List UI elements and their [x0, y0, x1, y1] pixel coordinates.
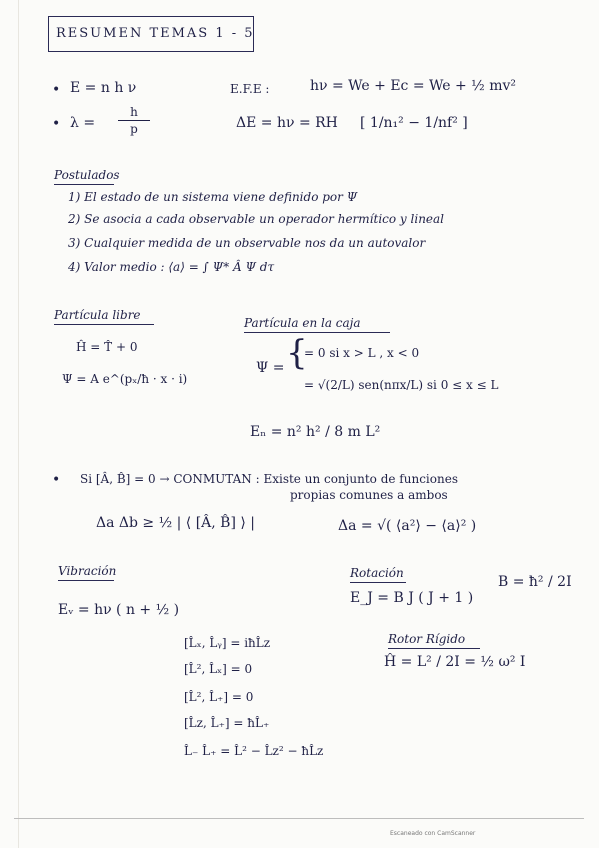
- heading-underline: [54, 324, 154, 325]
- free-particle-wavefunction: Ψ = A e^(pₓ/ħ · x · i): [62, 372, 188, 386]
- box-psi-lhs: Ψ =: [256, 360, 285, 376]
- vibration-energy: Eᵥ = hν ( n + ½ ): [58, 602, 180, 618]
- free-particle-hamiltonian: Ĥ = T̂ + 0: [76, 340, 138, 354]
- commute-statement-cont: propias comunes a ambos: [290, 488, 448, 502]
- commutator-l2-lplus: [L̂², L̂₊] = 0: [184, 690, 254, 704]
- uncertainty-principle: Δa Δb ≥ ½ | ⟨ [Â, B̂] ⟩ |: [96, 515, 256, 531]
- postulado-2: 2) Se asocia a cada observable un operador hermítico y lineal: [68, 212, 445, 226]
- photoelectric-equation: hν = We + Ec = We + ½ mv²: [310, 78, 516, 94]
- rigid-rotor-hamiltonian: Ĥ = L² / 2I = ½ ω² I: [384, 654, 526, 670]
- debroglie-numerator: h: [130, 105, 138, 119]
- commutator-lx-ly: [L̂ₓ, L̂ᵧ] = iħL̂z: [184, 636, 271, 650]
- particula-caja-heading: Partícula en la caja: [244, 316, 361, 330]
- page-title: RESUMEN TEMAS 1 - 5: [56, 26, 255, 41]
- postulados-heading: Postulados: [54, 168, 120, 182]
- page-bottom-rule: [14, 818, 584, 819]
- debroglie-fraction: [118, 106, 150, 135]
- particula-libre-heading: Partícula libre: [54, 308, 141, 322]
- box-case-outside: = 0 si x > L , x < 0: [304, 346, 420, 360]
- debroglie-lhs: λ =: [70, 115, 96, 131]
- lowering-raising-product: L̂₋ L̂₊ = L̂² − L̂z² − ħL̂z: [184, 744, 324, 758]
- heading-underline: [350, 582, 406, 583]
- commutator-l2-lx: [L̂², L̂ₓ] = 0: [184, 662, 253, 676]
- standard-deviation: Δa = √( ⟨a²⟩ − ⟨a⟩² ): [338, 518, 477, 534]
- postulado-3: 3) Cualquier medida de un observable nos da un autovalor: [68, 236, 426, 250]
- rotor-rigido-heading: Rotor Rígido: [388, 632, 466, 646]
- debroglie-denominator: p: [130, 122, 138, 136]
- vibracion-heading: Vibración: [58, 564, 117, 578]
- delta-e-bracket: [ 1/n₁² − 1/nf² ]: [360, 115, 468, 131]
- heading-underline: [244, 332, 390, 333]
- delta-e-lhs: ΔE = hν = RH: [236, 115, 338, 131]
- box-energy: Eₙ = n² h² / 8 m L²: [250, 424, 381, 440]
- page-margin-line: [18, 0, 19, 848]
- commutator-lz-lplus: [L̂z, L̂₊] = ħL̂₊: [184, 716, 270, 730]
- energy-formula: E = n h ν: [70, 80, 137, 96]
- photoelectric-label: E.F.E :: [230, 82, 270, 96]
- scanner-watermark: Escaneado con CamScanner: [390, 830, 476, 837]
- heading-underline: [388, 648, 480, 649]
- bullet-dot: •: [52, 472, 61, 488]
- rotation-energy: E_J = B J ( J + 1 ): [350, 590, 474, 606]
- rotational-constant: B = ħ² / 2I: [498, 574, 572, 590]
- bullet-dot: •: [52, 82, 61, 98]
- rotacion-heading: Rotación: [350, 566, 404, 580]
- heading-underline: [54, 184, 114, 185]
- heading-underline: [58, 580, 114, 581]
- postulado-1: 1) El estado de un sistema viene definido por Ψ: [68, 190, 358, 204]
- piecewise-brace: {: [286, 333, 308, 373]
- postulado-4: 4) Valor medio : ⟨a⟩ = ∫ Ψ* Â Ψ dτ: [68, 260, 275, 274]
- box-case-inside: = √(2/L) sen(nπx/L) si 0 ≤ x ≤ L: [304, 378, 499, 392]
- commute-statement: Si [Â, B̂] = 0 → CONMUTAN : Existe un conjunto de funciones: [80, 472, 458, 486]
- bullet-dot: •: [52, 116, 61, 132]
